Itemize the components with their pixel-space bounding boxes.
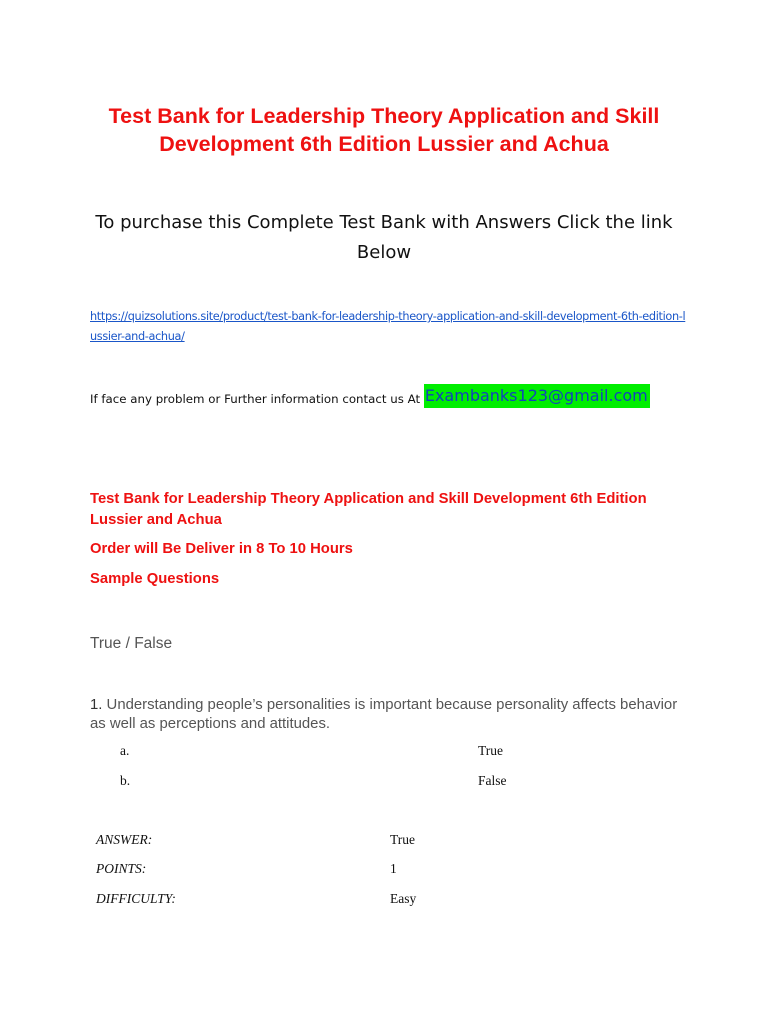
delivery-notice: Order will Be Deliver in 8 To 10 Hours [90,541,353,557]
meta-label: DIFFICULTY: [96,891,176,906]
points-row [96,861,456,881]
sample-questions-heading: Sample Questions [90,571,220,587]
answer-row [96,832,456,852]
meta-value: 1 [390,861,397,876]
option-letter: a. [120,743,130,758]
option-text: False [478,773,507,788]
meta-value: True [390,832,416,847]
meta-label: POINTS: [96,861,147,876]
document-title: Test Bank for Leadership Theory Application and Skill Development 6th Edition Lussier and Achua [108,104,660,156]
question-text [90,696,690,734]
question-type-heading: True / False [90,635,173,652]
answer-option-b [120,773,540,793]
meta-value: Easy [390,891,417,906]
contact-text: If face any problem or Further information contact us At [90,392,424,406]
option-letter: b. [120,773,131,788]
answer-option-a [120,743,540,763]
purchase-link[interactable]: https://quizsolutions.site/product/test-bank-for-leadership-theory-application-and-skill-development-6th-edition-lussier-and-achua/ [90,310,686,343]
section-title: Test Bank for Leadership Theory Application and Skill Development 6th Edition Lussier and Achua [90,491,647,528]
question-number: 1. [90,697,103,713]
contact-email-link[interactable]: Exambanks123@gmail.com [424,384,650,408]
difficulty-row [96,891,456,911]
meta-label: ANSWER: [96,832,153,847]
question-body: Understanding people’s personalities is important because personality affects behavior as well as perceptions and attitudes. [90,697,678,732]
contact-line [90,384,650,413]
option-text: True [478,743,504,758]
purchase-instructions: To purchase this Complete Test Bank with Answers Click the link Below [95,212,673,263]
